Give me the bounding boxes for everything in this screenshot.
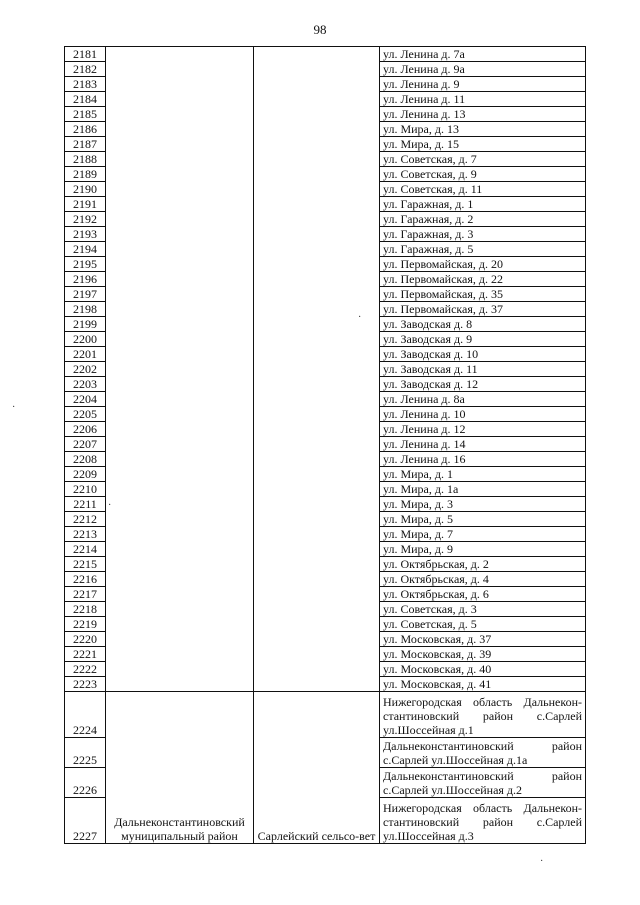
table-row	[65, 692, 586, 738]
address-cell: ул. Московская, д. 40	[380, 662, 586, 677]
address-cell: ул. Октябрьская, д. 2	[380, 557, 586, 572]
address-cell: ул. Октябрьская, д. 4	[380, 572, 586, 587]
row-number: 2187	[65, 137, 106, 152]
address-cell: ул. Октябрьская, д. 6	[380, 587, 586, 602]
address-cell: ул. Мира, д. 1а	[380, 482, 586, 497]
address-cell: ул. Мира, д. 9	[380, 542, 586, 557]
row-number: 2217	[65, 587, 106, 602]
address-cell: ул. Первомайская, д. 20	[380, 257, 586, 272]
row-number: 2214	[65, 542, 106, 557]
row-number: 2184	[65, 92, 106, 107]
address-cell: ул. Гаражная, д. 1	[380, 197, 586, 212]
address-cell: ул. Московская, д. 39	[380, 647, 586, 662]
address-cell: ул. Советская, д. 9	[380, 167, 586, 182]
row-number: 2191	[65, 197, 106, 212]
address-cell: ул. Ленина д. 10	[380, 407, 586, 422]
row-number: 2200	[65, 332, 106, 347]
row-number: 2192	[65, 212, 106, 227]
row-number: 2225	[65, 738, 106, 768]
row-number: 2183	[65, 77, 106, 92]
address-cell: ул. Мира, д. 13	[380, 122, 586, 137]
row-number: 2226	[65, 768, 106, 798]
scan-speck: ·	[540, 856, 544, 867]
address-cell: ул. Ленина д. 13	[380, 107, 586, 122]
page-number: 98	[313, 22, 327, 37]
address-cell: ул. Мира, д. 1	[380, 467, 586, 482]
council-name: Сарлейский сельсо-вет	[254, 692, 380, 844]
row-number: 2212	[65, 512, 106, 527]
address-cell: ул. Советская, д. 11	[380, 182, 586, 197]
address-registry-table	[64, 46, 586, 844]
row-number: 2215	[65, 557, 106, 572]
row-number: 2221	[65, 647, 106, 662]
row-number: 2197	[65, 287, 106, 302]
address-cell: Дальнеконстантиновский район с.Сарлей ул.Шоссейная д.1а	[380, 738, 586, 768]
address-cell: ул. Заводская д. 9	[380, 332, 586, 347]
row-number: 2219	[65, 617, 106, 632]
address-cell: ул. Мира, д. 7	[380, 527, 586, 542]
address-cell: Дальнеконстантиновский район с.Сарлей ул.Шоссейная д.2	[380, 768, 586, 798]
address-cell: ул. Ленина д. 12	[380, 422, 586, 437]
address-cell: ул. Советская, д. 3	[380, 602, 586, 617]
address-cell: ул. Заводская д. 8	[380, 317, 586, 332]
address-cell: ул. Ленина д. 14	[380, 437, 586, 452]
row-number: 2211	[65, 497, 106, 512]
row-number: 2190	[65, 182, 106, 197]
row-number: 2227	[65, 798, 106, 844]
address-cell: ул. Первомайская, д. 37	[380, 302, 586, 317]
address-cell: ул. Мира, д. 15	[380, 137, 586, 152]
row-number: 2181	[65, 47, 106, 62]
row-number: 2224	[65, 692, 106, 738]
row-number: 2189	[65, 167, 106, 182]
row-number: 2199	[65, 317, 106, 332]
row-number: 2202	[65, 362, 106, 377]
row-number: 2218	[65, 602, 106, 617]
address-cell: Нижегородская область Дальнекон-стантиновский район с.Сарлей ул.Шоссейная д.3	[380, 798, 586, 844]
row-number: 2220	[65, 632, 106, 647]
row-number: 2195	[65, 257, 106, 272]
address-cell: ул. Гаражная, д. 3	[380, 227, 586, 242]
row-number: 2205	[65, 407, 106, 422]
row-number: 2222	[65, 662, 106, 677]
table-body-final-block	[65, 692, 586, 844]
scan-speck: ·	[358, 312, 362, 323]
row-number: 2206	[65, 422, 106, 437]
council-cell-empty	[254, 47, 380, 692]
district-name: Дальнеконстантиновский муниципальный район	[106, 692, 254, 844]
row-number: 2203	[65, 377, 106, 392]
address-cell: ул. Ленина д. 9а	[380, 62, 586, 77]
address-cell: ул. Ленина д. 7а	[380, 47, 586, 62]
row-number: 2209	[65, 467, 106, 482]
district-cell-empty	[106, 47, 254, 692]
address-cell: ул. Заводская д. 10	[380, 347, 586, 362]
address-cell: ул. Московская, д. 37	[380, 632, 586, 647]
row-number: 2216	[65, 572, 106, 587]
address-cell: ул. Ленина д. 9	[380, 77, 586, 92]
address-cell: ул. Советская, д. 5	[380, 617, 586, 632]
address-cell: ул. Гаражная, д. 2	[380, 212, 586, 227]
address-cell: ул. Советская, д. 7	[380, 152, 586, 167]
table-row	[65, 47, 586, 62]
row-number: 2182	[65, 62, 106, 77]
row-number: 2213	[65, 527, 106, 542]
row-number: 2207	[65, 437, 106, 452]
row-number: 2196	[65, 272, 106, 287]
address-cell: Нижегородская область Дальнекон-стантиновский район с.Сарлей ул.Шоссейная д.1	[380, 692, 586, 738]
row-number: 2204	[65, 392, 106, 407]
address-cell: ул. Первомайская, д. 22	[380, 272, 586, 287]
address-cell: ул. Гаражная, д. 5	[380, 242, 586, 257]
row-number: 2185	[65, 107, 106, 122]
row-number: 2186	[65, 122, 106, 137]
address-cell: ул. Заводская д. 12	[380, 377, 586, 392]
row-number: 2201	[65, 347, 106, 362]
row-number: 2188	[65, 152, 106, 167]
row-number: 2223	[65, 677, 106, 692]
scan-speck: ·	[12, 402, 16, 413]
scan-speck: ·	[108, 500, 112, 511]
row-number: 2198	[65, 302, 106, 317]
row-number: 2210	[65, 482, 106, 497]
address-cell: ул. Московская, д. 41	[380, 677, 586, 692]
address-cell: ул. Мира, д. 3	[380, 497, 586, 512]
address-cell: ул. Ленина д. 16	[380, 452, 586, 467]
address-cell: ул. Ленина д. 11	[380, 92, 586, 107]
row-number: 2193	[65, 227, 106, 242]
address-cell: ул. Мира, д. 5	[380, 512, 586, 527]
row-number: 2208	[65, 452, 106, 467]
address-cell: ул. Заводская д. 11	[380, 362, 586, 377]
row-number: 2194	[65, 242, 106, 257]
address-cell: ул. Первомайская, д. 35	[380, 287, 586, 302]
address-cell: ул. Ленина д. 8а	[380, 392, 586, 407]
table-body	[65, 47, 586, 692]
